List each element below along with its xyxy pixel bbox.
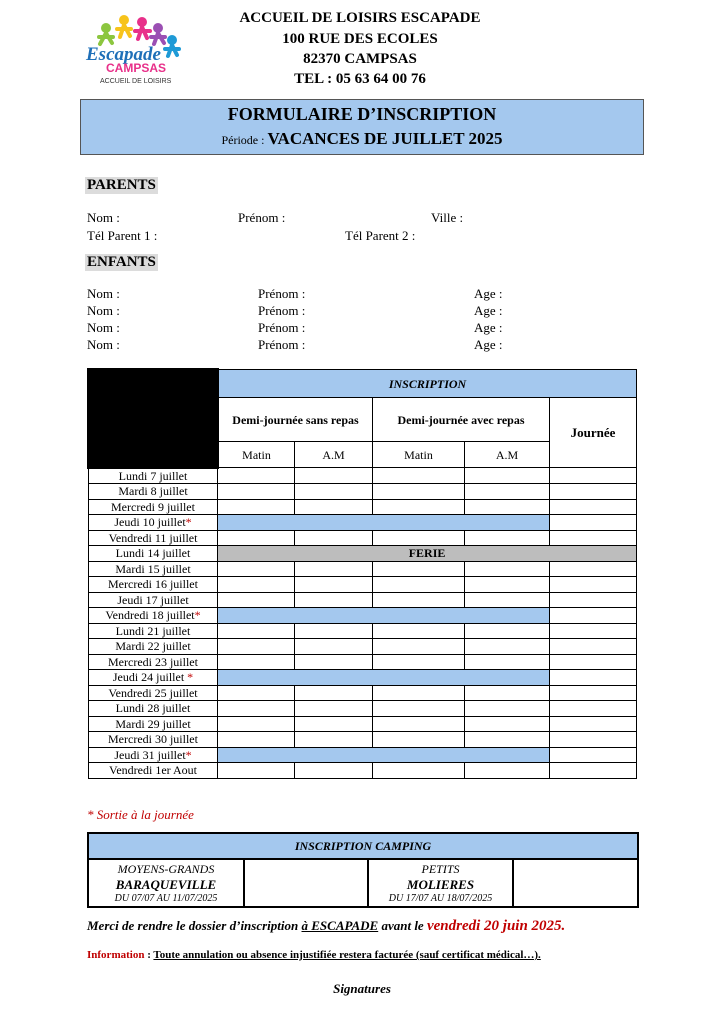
table-corner bbox=[89, 370, 218, 468]
matin-sans-cell[interactable] bbox=[218, 639, 295, 655]
journee-cell[interactable] bbox=[550, 763, 637, 779]
am-avec-cell[interactable] bbox=[465, 577, 550, 593]
enfant-nom-label[interactable]: Nom : bbox=[87, 337, 120, 352]
parent-tel1-label[interactable]: Tél Parent 1 : bbox=[87, 228, 158, 243]
sortie-star: * bbox=[185, 515, 192, 530]
day-label: Lundi 14 juillet bbox=[89, 546, 218, 562]
day-row bbox=[89, 623, 637, 639]
journee-cell[interactable] bbox=[550, 639, 637, 655]
sortie-half-day-blocked bbox=[218, 747, 550, 763]
enfant-age-label[interactable]: Age : bbox=[474, 286, 503, 301]
enfant-nom-label[interactable]: Nom : bbox=[87, 286, 120, 301]
camping-place-2: MOLIERES bbox=[406, 877, 475, 892]
matin-sans-cell[interactable] bbox=[218, 530, 295, 546]
camping-dates-1: DU 07/07 AU 11/07/2025 bbox=[114, 893, 218, 904]
journee-cell[interactable] bbox=[550, 685, 637, 701]
col-matin-2: Matin bbox=[373, 442, 465, 468]
am-sans-cell[interactable] bbox=[295, 763, 373, 779]
journee-cell[interactable] bbox=[550, 468, 637, 484]
deadline-date: vendredi 20 juin 2025 bbox=[426, 918, 562, 934]
day-label: Vendredi 18 juillet* bbox=[89, 608, 218, 624]
day-row bbox=[89, 608, 637, 624]
day-row bbox=[89, 546, 637, 562]
day-label: Mercredi 30 juillet bbox=[89, 732, 218, 748]
svg-text:ACCUEIL DE LOISIRS: ACCUEIL DE LOISIRS bbox=[100, 78, 172, 85]
col-demi-avec-repas: Demi-journée avec repas bbox=[373, 398, 550, 442]
inscription-table bbox=[87, 368, 637, 779]
org-name: ACCUEIL DE LOISIRS ESCAPADE bbox=[239, 10, 481, 26]
day-label: Mercredi 16 juillet bbox=[89, 577, 218, 593]
col-matin-1: Matin bbox=[218, 442, 295, 468]
am-sans-cell[interactable] bbox=[295, 561, 373, 577]
svg-text:Escapade: Escapade bbox=[86, 44, 161, 65]
enfant-age-label[interactable]: Age : bbox=[474, 303, 503, 318]
day-label: Vendredi 11 juillet bbox=[89, 530, 218, 546]
day-label: Vendredi 25 juillet bbox=[89, 685, 218, 701]
am-sans-cell[interactable] bbox=[295, 654, 373, 670]
day-row bbox=[89, 763, 637, 779]
matin-sans-cell[interactable] bbox=[218, 701, 295, 717]
camping-table bbox=[87, 832, 639, 908]
svg-text:CAMPSAS: CAMPSAS bbox=[106, 61, 167, 75]
am-sans-cell[interactable] bbox=[295, 701, 373, 717]
enfant-age-label[interactable]: Age : bbox=[474, 337, 503, 352]
period-value: VACANCES DE JUILLET 2025 bbox=[267, 129, 503, 148]
am-avec-cell[interactable] bbox=[465, 701, 550, 717]
journee-cell[interactable] bbox=[550, 623, 637, 639]
day-label: Jeudi 10 juillet* bbox=[89, 515, 218, 531]
parent-ville-label[interactable]: Ville : bbox=[431, 210, 464, 225]
day-row bbox=[89, 685, 637, 701]
form-title-box bbox=[80, 99, 644, 155]
matin-avec-cell[interactable] bbox=[373, 763, 465, 779]
matin-avec-cell[interactable] bbox=[373, 654, 465, 670]
am-avec-cell[interactable] bbox=[465, 468, 550, 484]
day-label: Jeudi 17 juillet bbox=[89, 592, 218, 608]
matin-avec-cell[interactable] bbox=[373, 468, 465, 484]
day-label: Mardi 29 juillet bbox=[89, 716, 218, 732]
am-avec-cell[interactable] bbox=[465, 716, 550, 732]
matin-sans-cell[interactable] bbox=[218, 654, 295, 670]
matin-sans-cell[interactable] bbox=[218, 685, 295, 701]
journee-cell[interactable] bbox=[550, 561, 637, 577]
camping-group-2: PETITS bbox=[421, 862, 460, 876]
day-label: Mercredi 23 juillet bbox=[89, 654, 218, 670]
sortie-half-day-blocked bbox=[218, 670, 550, 686]
matin-sans-cell[interactable] bbox=[218, 592, 295, 608]
matin-sans-cell[interactable] bbox=[218, 468, 295, 484]
am-sans-cell[interactable] bbox=[295, 484, 373, 500]
day-row bbox=[89, 530, 637, 546]
day-row bbox=[89, 747, 637, 763]
sortie-half-day-blocked bbox=[218, 608, 550, 624]
matin-sans-cell[interactable] bbox=[218, 623, 295, 639]
matin-sans-cell[interactable] bbox=[218, 716, 295, 732]
parent-nom-label[interactable]: Nom : bbox=[87, 210, 120, 225]
am-sans-cell[interactable] bbox=[295, 732, 373, 748]
information-notice: Information : Toute annulation ou absence injustifiée restera facturée (sauf certificat médical…). bbox=[87, 949, 541, 961]
sortie-note: * Sortie à la journée bbox=[87, 807, 194, 822]
journee-cell[interactable] bbox=[550, 701, 637, 717]
org-phone: TEL : 05 63 64 00 76 bbox=[294, 71, 426, 87]
enfant-nom-label[interactable]: Nom : bbox=[87, 303, 120, 318]
day-row bbox=[89, 468, 637, 484]
col-journee: Journée bbox=[550, 398, 637, 468]
am-avec-cell[interactable] bbox=[465, 499, 550, 515]
camping-title: INSCRIPTION CAMPING bbox=[88, 833, 638, 859]
camping-checkbox-2[interactable] bbox=[513, 859, 638, 907]
matin-avec-cell[interactable] bbox=[373, 623, 465, 639]
parent-tel2-label[interactable]: Tél Parent 2 : bbox=[345, 228, 416, 243]
col-am-2: A.M bbox=[465, 442, 550, 468]
form-title: FORMULAIRE D’INSCRIPTION bbox=[227, 104, 497, 124]
day-label: Mercredi 9 juillet bbox=[89, 499, 218, 515]
am-sans-cell[interactable] bbox=[295, 530, 373, 546]
journee-cell[interactable] bbox=[550, 670, 637, 686]
journee-cell[interactable] bbox=[550, 499, 637, 515]
journee-cell[interactable] bbox=[550, 577, 637, 593]
escapade-logo bbox=[84, 10, 184, 88]
matin-avec-cell[interactable] bbox=[373, 577, 465, 593]
camping-option-baraqueville bbox=[88, 859, 244, 907]
day-label: Mardi 15 juillet bbox=[89, 561, 218, 577]
matin-sans-cell[interactable] bbox=[218, 484, 295, 500]
sortie-star: * bbox=[194, 608, 201, 623]
day-label: Mardi 22 juillet bbox=[89, 639, 218, 655]
journee-cell[interactable] bbox=[550, 515, 637, 531]
day-row bbox=[89, 701, 637, 717]
am-avec-cell[interactable] bbox=[465, 639, 550, 655]
sortie-star: * bbox=[185, 747, 192, 762]
matin-avec-cell[interactable] bbox=[373, 685, 465, 701]
matin-avec-cell[interactable] bbox=[373, 701, 465, 717]
inscription-title: INSCRIPTION bbox=[218, 370, 637, 398]
am-sans-cell[interactable] bbox=[295, 577, 373, 593]
day-row bbox=[89, 732, 637, 748]
day-label: Mardi 8 juillet bbox=[89, 484, 218, 500]
day-label: Lundi 28 juillet bbox=[89, 701, 218, 717]
am-sans-cell[interactable] bbox=[295, 499, 373, 515]
matin-sans-cell[interactable] bbox=[218, 561, 295, 577]
am-avec-cell[interactable] bbox=[465, 561, 550, 577]
day-row bbox=[89, 592, 637, 608]
am-sans-cell[interactable] bbox=[295, 639, 373, 655]
matin-sans-cell[interactable] bbox=[218, 732, 295, 748]
am-sans-cell[interactable] bbox=[295, 468, 373, 484]
journee-cell[interactable] bbox=[550, 484, 637, 500]
sortie-star: * bbox=[187, 670, 194, 685]
matin-avec-cell[interactable] bbox=[373, 561, 465, 577]
enfants-heading: ENFANTS bbox=[87, 254, 156, 270]
day-row bbox=[89, 484, 637, 500]
am-avec-cell[interactable] bbox=[465, 654, 550, 670]
day-label: Lundi 21 juillet bbox=[89, 623, 218, 639]
journee-cell[interactable] bbox=[550, 732, 637, 748]
day-row bbox=[89, 654, 637, 670]
matin-avec-cell[interactable] bbox=[373, 499, 465, 515]
return-notice: Merci de rendre le dossier d’inscription à ESCAPADE avant le vendredi 20 juin 2025. bbox=[87, 918, 566, 934]
day-label: Lundi 7 juillet bbox=[89, 468, 218, 484]
parents-heading: PARENTS bbox=[87, 177, 156, 193]
am-sans-cell[interactable] bbox=[295, 623, 373, 639]
matin-avec-cell[interactable] bbox=[373, 639, 465, 655]
am-avec-cell[interactable] bbox=[465, 685, 550, 701]
day-row bbox=[89, 716, 637, 732]
org-city: 82370 CAMPSAS bbox=[303, 51, 417, 67]
day-row bbox=[89, 499, 637, 515]
matin-avec-cell[interactable] bbox=[373, 732, 465, 748]
matin-avec-cell[interactable] bbox=[373, 592, 465, 608]
day-label: Vendredi 1er Aout bbox=[89, 763, 218, 779]
enfant-prenom-label[interactable]: Prénom : bbox=[258, 337, 306, 352]
period-line: Période : VACANCES DE JUILLET 2025 bbox=[221, 129, 503, 148]
day-label: Jeudi 24 juillet * bbox=[89, 670, 218, 686]
col-demi-sans-repas: Demi-journée sans repas bbox=[218, 398, 373, 442]
enfant-prenom-label[interactable]: Prénom : bbox=[258, 320, 306, 335]
am-avec-cell[interactable] bbox=[465, 732, 550, 748]
enfant-prenom-label[interactable]: Prénom : bbox=[258, 286, 306, 301]
camping-option-molieres bbox=[368, 859, 513, 907]
journee-cell[interactable] bbox=[550, 592, 637, 608]
am-sans-cell[interactable] bbox=[295, 592, 373, 608]
am-avec-cell[interactable] bbox=[465, 484, 550, 500]
camping-group-1: MOYENS-GRANDS bbox=[117, 862, 215, 876]
am-sans-cell[interactable] bbox=[295, 685, 373, 701]
ferie-cell: FERIE bbox=[218, 546, 637, 562]
matin-avec-cell[interactable] bbox=[373, 530, 465, 546]
journee-cell[interactable] bbox=[550, 608, 637, 624]
day-row bbox=[89, 561, 637, 577]
camping-place-1: BARAQUEVILLE bbox=[115, 877, 217, 892]
matin-avec-cell[interactable] bbox=[373, 484, 465, 500]
col-am-1: A.M bbox=[295, 442, 373, 468]
enfant-nom-label[interactable]: Nom : bbox=[87, 320, 120, 335]
matin-sans-cell[interactable] bbox=[218, 763, 295, 779]
signatures-label: Signatures bbox=[333, 981, 391, 996]
org-street: 100 RUE DES ECOLES bbox=[282, 31, 438, 47]
am-avec-cell[interactable] bbox=[465, 623, 550, 639]
parent-prenom-label[interactable]: Prénom : bbox=[238, 210, 286, 225]
day-row bbox=[89, 515, 637, 531]
matin-sans-cell[interactable] bbox=[218, 499, 295, 515]
day-row bbox=[89, 639, 637, 655]
am-sans-cell[interactable] bbox=[295, 716, 373, 732]
journee-cell[interactable] bbox=[550, 530, 637, 546]
camping-checkbox-1[interactable] bbox=[244, 859, 368, 907]
enfant-prenom-label[interactable]: Prénom : bbox=[258, 303, 306, 318]
sortie-half-day-blocked bbox=[218, 515, 550, 531]
matin-sans-cell[interactable] bbox=[218, 577, 295, 593]
matin-avec-cell[interactable] bbox=[373, 716, 465, 732]
journee-cell[interactable] bbox=[550, 716, 637, 732]
camping-dates-2: DU 17/07 AU 18/07/2025 bbox=[388, 893, 493, 904]
day-row bbox=[89, 577, 637, 593]
am-avec-cell[interactable] bbox=[465, 592, 550, 608]
am-avec-cell[interactable] bbox=[465, 530, 550, 546]
journee-cell[interactable] bbox=[550, 747, 637, 763]
day-label: Jeudi 31 juillet* bbox=[89, 747, 218, 763]
day-row bbox=[89, 670, 637, 686]
am-avec-cell[interactable] bbox=[465, 763, 550, 779]
journee-cell[interactable] bbox=[550, 654, 637, 670]
enfant-age-label[interactable]: Age : bbox=[474, 320, 503, 335]
